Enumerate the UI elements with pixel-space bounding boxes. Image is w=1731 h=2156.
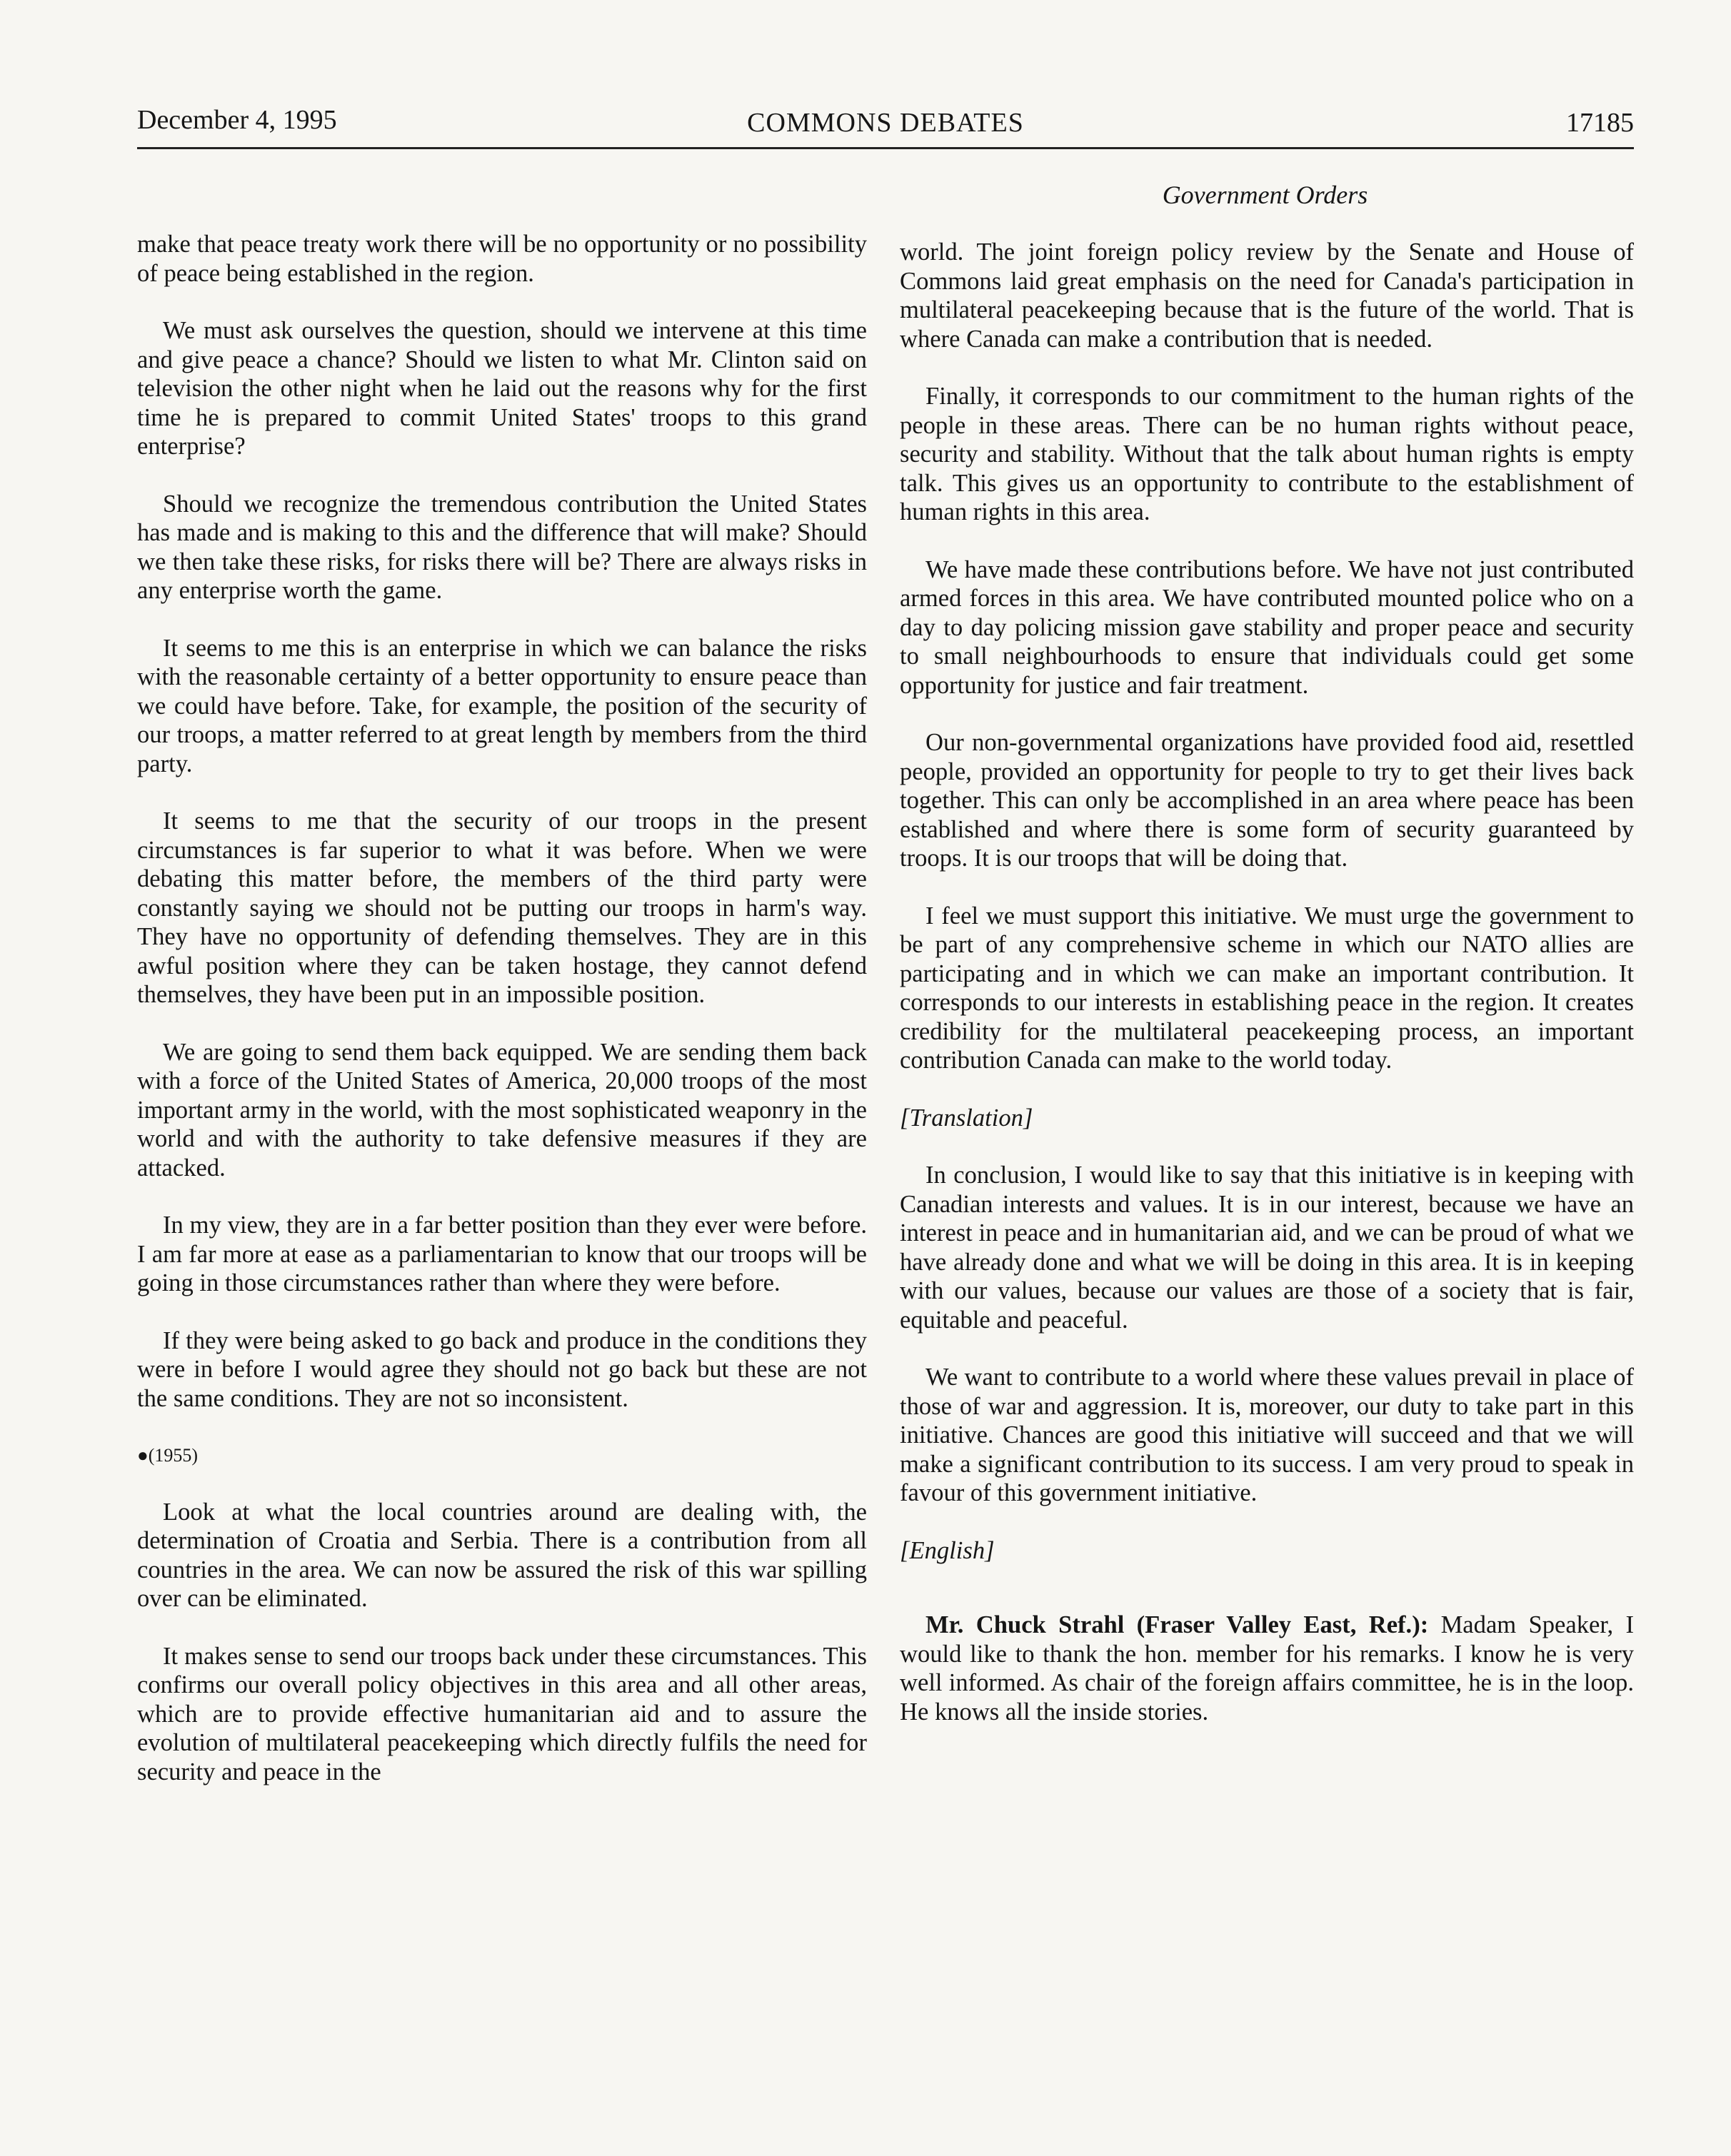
paragraph: It makes sense to send our troops back under these circumstances. This confirms our overall policy objectives in this area and all other areas, which are to provide effective humanitarian aid and to assure the evolution of multilateral peacekeeping which directly fulfils the need for security and peace in the — [137, 1642, 867, 1785]
speaker-text: Madam Speaker, I would like to thank the hon. member for his remarks. I know he is very well informed. As chair of the foreign affairs committee, he is in the loop. He knows all the inside stories. — [900, 1611, 1634, 1726]
paragraph: Our non-governmental organizations have provided food aid, resettled people, provided an opportunity for people to try to get their lives back together. This can only be accomplished in an area where peace has been established and where there is some form of security guaranteed by troops. It is our troops that will be doing that. — [900, 729, 1634, 872]
header-rule — [137, 147, 1634, 149]
paragraph: world. The joint foreign policy review by the Senate and House of Commons laid great emphasis on the need for Canada's participation in multilateral peacekeeping because that is the future of the world. That is where Canada can make a contribution that is needed. — [900, 238, 1634, 353]
page-header — [137, 104, 1634, 147]
header-title: COMMONS DEBATES — [747, 108, 1024, 138]
speaker-name: Mr. Chuck Strahl (Fraser Valley East, Ref.): — [925, 1611, 1429, 1638]
header-page-number: 17185 — [1566, 108, 1634, 138]
header-date: December 4, 1995 — [137, 105, 337, 135]
paragraph: Finally, it corresponds to our commitment to the human rights of the people in these areas. There can be no human rights without peace, security and stability. Without that the talk about human rights is empty talk. This gives us an opportunity to contribute to the establishment of human rights in this area. — [900, 383, 1634, 525]
paragraph: In my view, they are in a far better position than they ever were before. I am far more at ease as a parliamentarian to know that our troops will be going in those circumstances rather than where they were before. — [137, 1212, 867, 1296]
paragraph: We must ask ourselves the question, should we intervene at this time and give peace a chance? Should we listen to what Mr. Clinton said on television the other night when he laid out the reasons why for the first time he is prepared to commit United States' troops to this grand enterprise? — [137, 317, 867, 460]
english-label: [English] — [900, 1536, 995, 1564]
paragraph: Look at what the local countries around are dealing with, the determination of Croatia and Serbia. There is a contribution from all countries in the area. We can now be assured the risk of this war spilling over can be eliminated. — [137, 1498, 867, 1612]
paragraph: It seems to me that the security of our troops in the present circumstances is far superior to what it was before. When we were debating this matter before, the members of the third party were constantly saying we should not be putting our troops in harm's way. They have no opportunity of defending themselves. They are in this awful position where they can be taken hostage, they cannot defend themselves, they have been put in an impossible position. — [137, 807, 867, 1008]
time-marker: ●(1955) — [137, 1445, 199, 1466]
right-column — [900, 238, 1634, 1755]
section-label: Government Orders — [1162, 181, 1368, 209]
paragraph: Should we recognize the tremendous contribution the United States has made and is making to this and the difference that will make? Should we then take these risks, for risks there will be? There are always risks in any enterprise worth the game. — [137, 490, 867, 604]
translation-label: [Translation] — [900, 1104, 1033, 1132]
paragraph: We are going to send them back equipped. We are sending them back with a force of the United States of America, 20,000 troops of the most important army in the world, with the most sophisticated weaponry in the world and with the authority to take defensive measures if they are attacked. — [137, 1038, 867, 1182]
paragraph: If they were being asked to go back and produce in the conditions they were in before I would agree they should not go back but these are not the same conditions. They are not so inconsistent. — [137, 1326, 867, 1412]
paragraph: We want to contribute to a world where these values prevail in place of those of war and aggression. It is, moreover, our duty to take part in this initiative. Chances are good this initiative will succeed and that we will make a significant contribution to its success. I am very proud to speak in favour of this government initiative. — [900, 1364, 1634, 1506]
paragraph: make that peace treaty work there will be no opportunity or no possibility of peace being established in the region. — [137, 231, 867, 287]
paragraph: We have made these contributions before. We have not just contributed armed forces in this area. We have contributed mounted police who on a day to day policing mission gave stability and proper peace and security to small neighbourhoods to ensure that individuals could get some opportunity for justice and fair treatment. — [900, 555, 1634, 699]
paragraph: I feel we must support this initiative. We must urge the government to be part of any comprehensive scheme in which our NATO allies are participating and in which we can make an important contribution. It corresponds to our interests in establishing peace in the region. It creates credibility for the multilateral peacekeeping process, an important contribution Canada can make to the world today. — [900, 902, 1634, 1074]
left-column — [137, 230, 867, 1815]
paragraph: It seems to me this is an enterprise in which we can balance the risks with the reasonable certainty of a better opportunity to ensure peace than we could have before. Take, for example, the position of the security of our troops, a matter referred to at great length by members from the third party. — [137, 634, 867, 777]
speaker-intervention — [900, 1611, 1634, 1726]
paragraph: In conclusion, I would like to say that this initiative is in keeping with Canadian interests and values. It is in our interest, because we have an interest in peace and in humanitarian aid, and we can be proud of what we have already done and what we will be doing in this area. It is in keeping with our values, because our values are those of a society that is fair, equitable and peaceful. — [900, 1162, 1634, 1334]
